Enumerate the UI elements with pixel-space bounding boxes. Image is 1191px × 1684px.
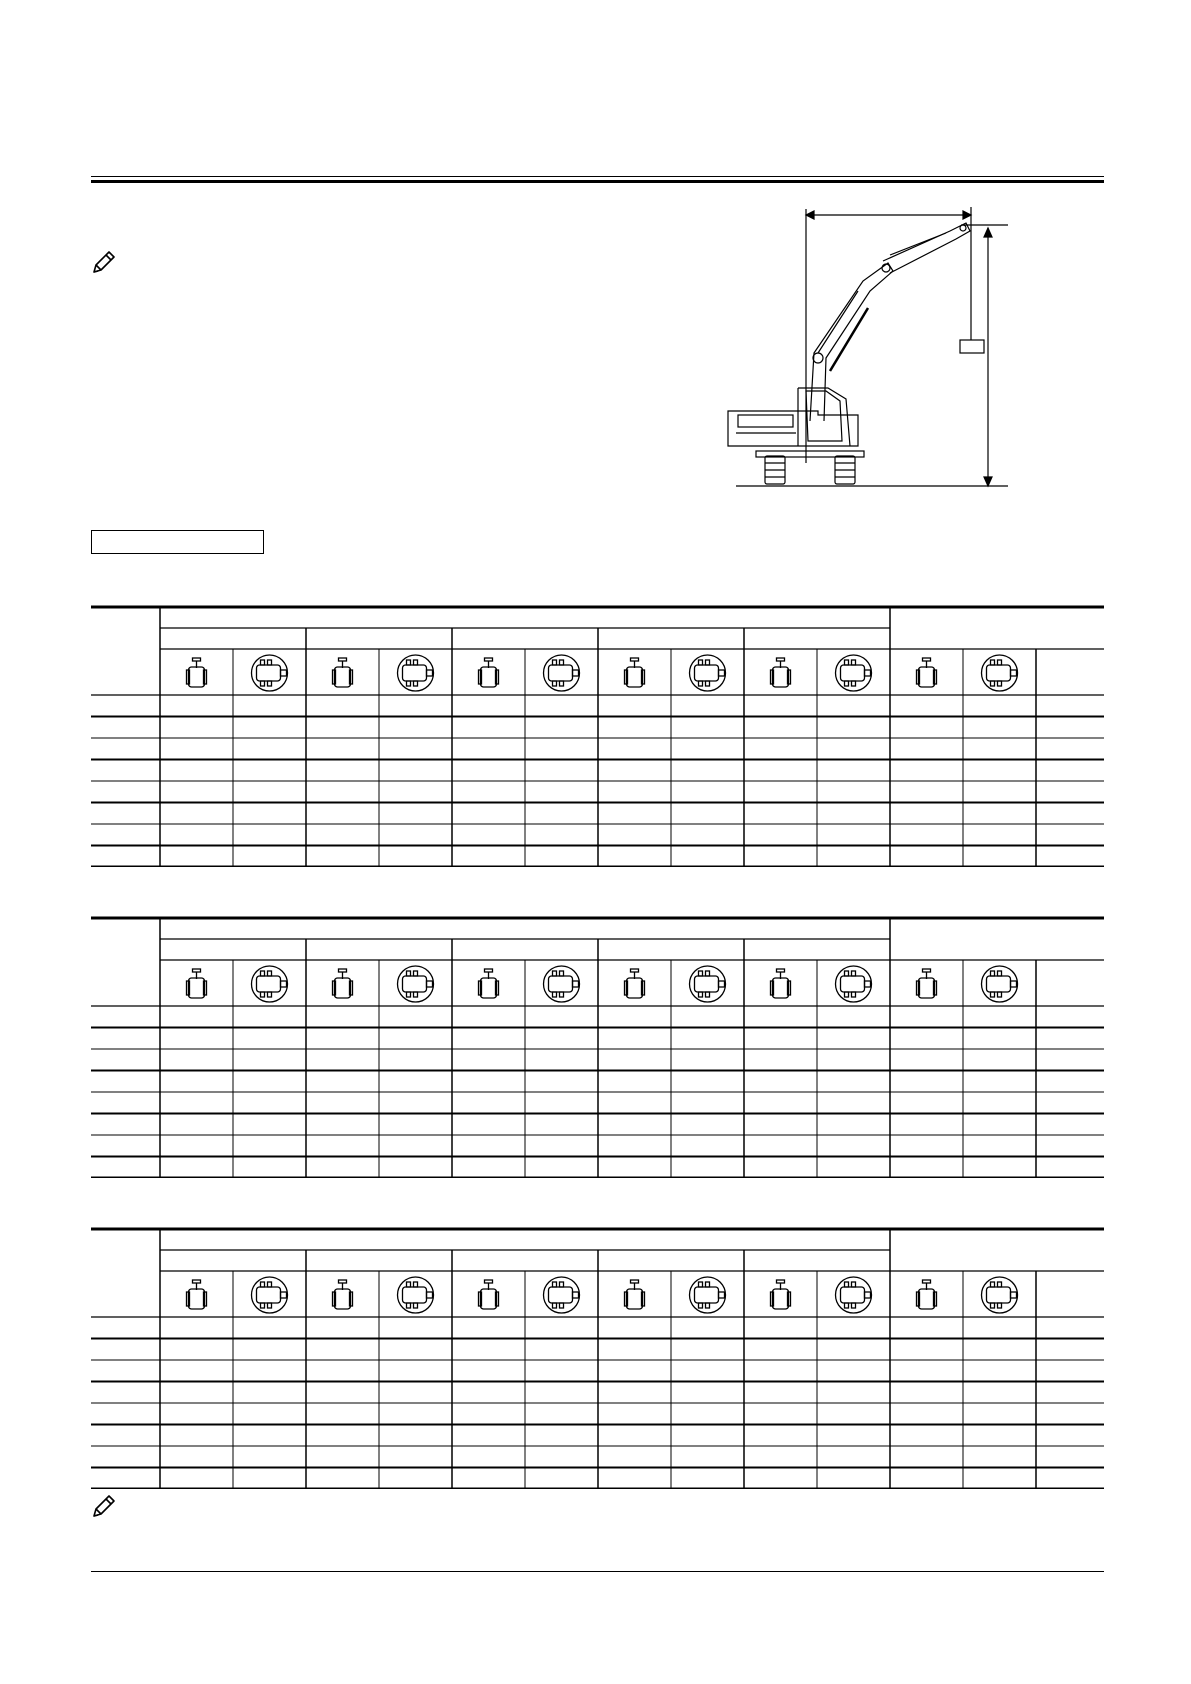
track-rotate-icon xyxy=(252,655,288,691)
track-rotate-icon xyxy=(982,1277,1018,1313)
track-front-icon xyxy=(333,969,353,998)
track-rotate-icon xyxy=(836,655,872,691)
track-rotate-icon xyxy=(398,966,434,1002)
track-front-icon xyxy=(771,658,791,687)
label-box xyxy=(91,530,264,554)
track-rotate-icon xyxy=(690,655,726,691)
track-rotate-icon xyxy=(398,1277,434,1313)
track-rotate-icon xyxy=(544,966,580,1002)
track-rotate-icon xyxy=(544,1277,580,1313)
track-front-icon xyxy=(187,1280,207,1309)
track-front-icon xyxy=(771,969,791,998)
track-rotate-icon xyxy=(398,655,434,691)
track-front-icon xyxy=(625,1280,645,1309)
track-rotate-icon xyxy=(252,966,288,1002)
excavator-lifting-diagram xyxy=(718,203,1008,489)
pencil-note-icon xyxy=(91,1493,117,1519)
track-front-icon xyxy=(187,658,207,687)
track-front-icon xyxy=(917,658,937,687)
top-rule-thin xyxy=(91,176,1104,177)
load-table-1 xyxy=(91,605,1104,867)
track-front-icon xyxy=(771,1280,791,1309)
bottom-rule xyxy=(91,1571,1104,1572)
track-front-icon xyxy=(187,969,207,998)
track-rotate-icon xyxy=(690,1277,726,1313)
track-front-icon xyxy=(479,969,499,998)
load-table-3 xyxy=(91,1227,1104,1489)
pencil-note-icon xyxy=(91,249,117,275)
track-rotate-icon xyxy=(252,1277,288,1313)
load-table-2 xyxy=(91,916,1104,1178)
track-front-icon xyxy=(479,658,499,687)
track-rotate-icon xyxy=(544,655,580,691)
track-front-icon xyxy=(479,1280,499,1309)
track-front-icon xyxy=(625,969,645,998)
track-front-icon xyxy=(625,658,645,687)
track-front-icon xyxy=(917,969,937,998)
track-rotate-icon xyxy=(690,966,726,1002)
top-rule-thick xyxy=(91,180,1104,183)
track-front-icon xyxy=(333,1280,353,1309)
track-rotate-icon xyxy=(982,966,1018,1002)
track-front-icon xyxy=(333,658,353,687)
track-rotate-icon xyxy=(836,966,872,1002)
track-rotate-icon xyxy=(836,1277,872,1313)
track-front-icon xyxy=(917,1280,937,1309)
track-rotate-icon xyxy=(982,655,1018,691)
